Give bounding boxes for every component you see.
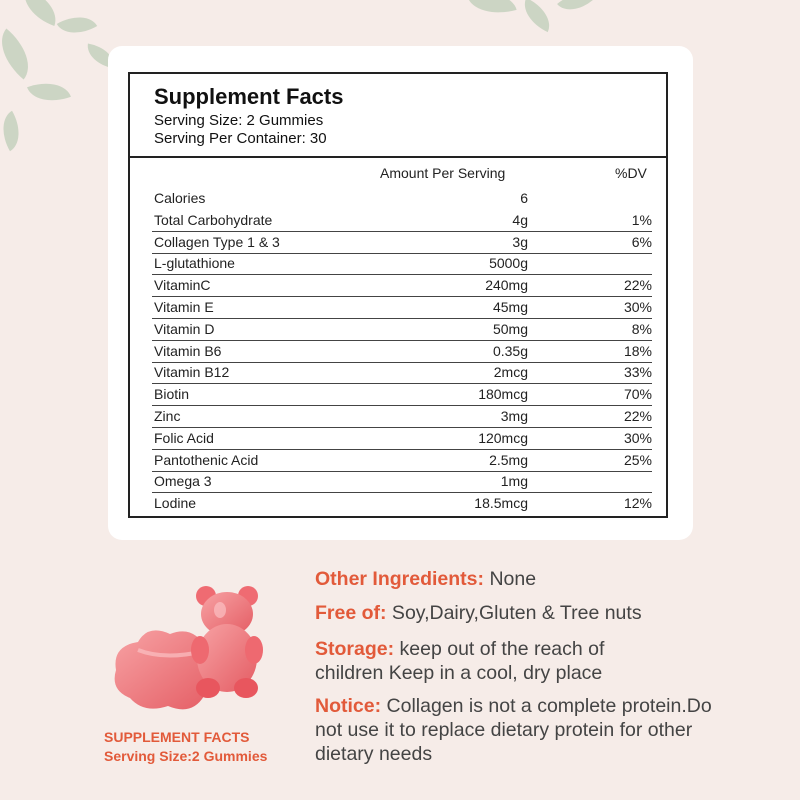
notice-label: Notice: — [315, 695, 382, 717]
amount-value: 45mg — [492, 299, 528, 315]
amount-value: 18.5mcg — [474, 495, 528, 512]
nutrient-name: Folic Acid — [154, 429, 214, 446]
amount-value: 180mcg — [478, 386, 528, 403]
nutrient-name: VitaminC — [154, 277, 211, 294]
supplement-facts-panel — [128, 72, 668, 518]
facts-header — [130, 74, 666, 158]
amount-value: 1mg — [500, 473, 528, 490]
other-ingredients-value: None — [484, 568, 537, 590]
amount-value: 3g — [512, 233, 528, 250]
table-row — [152, 253, 652, 275]
free-of — [315, 601, 785, 625]
table-row — [152, 450, 652, 472]
storage-label: Storage: — [315, 638, 395, 660]
dv-value: 22% — [623, 408, 652, 424]
table-row — [152, 341, 652, 363]
table-row — [152, 471, 652, 493]
nutrient-name: Vitamin E — [154, 299, 214, 315]
serving-size: Serving Size: 2 Gummies — [154, 112, 324, 129]
other-ingredients-label: Other Ingredients: — [315, 568, 485, 590]
servings-per-container: Serving Per Container: 30 — [154, 130, 327, 147]
amount-value: 240mg — [485, 277, 528, 294]
table-row — [152, 232, 652, 254]
nutrient-name: Zinc — [154, 408, 181, 424]
dv-value: 70% — [623, 386, 652, 403]
nutrient-name: Pantothenic Acid — [154, 451, 259, 468]
nutrient-name: Calories — [154, 190, 206, 206]
free-of-label: Free of: — [315, 602, 387, 624]
table-row — [152, 406, 652, 428]
table-row — [152, 275, 652, 297]
nutrient-name: Collagen Type 1 & 3 — [154, 233, 280, 250]
amount-value: 4g — [512, 211, 528, 228]
nutrient-name: Total Carbohydrate — [154, 211, 273, 228]
amount-value: 0.35g — [492, 342, 528, 359]
table-row — [152, 297, 652, 319]
amount-value: 2mcg — [493, 364, 528, 381]
amount-value: 5000g — [489, 255, 528, 272]
facts-title: Supplement Facts — [154, 84, 344, 109]
nutrient-name: Lodine — [154, 495, 197, 512]
free-of-value: Soy,Dairy,Gluten & Tree nuts — [386, 602, 642, 624]
caption-title: SUPPLEMENT FACTS — [104, 729, 250, 745]
storage-value: keep out of the reach of children Keep in a cool, dry place — [315, 638, 605, 684]
dv-value: 30% — [623, 429, 652, 446]
table-row — [152, 210, 652, 232]
nutrient-name: Vitamin D — [154, 320, 215, 337]
caption-serving-size: Serving Size:2 Gummies — [104, 748, 268, 764]
dv-column-header: %DV — [615, 165, 647, 181]
amount-value: 50mg — [492, 320, 528, 337]
notice — [315, 694, 715, 766]
table-row — [152, 493, 652, 514]
nutrient-name: Vitamin B12 — [154, 364, 230, 381]
notice-value: Collagen is not a complete protein.Do not use it to replace dietary protein for other dietary needs — [315, 695, 712, 765]
dv-value: 1% — [631, 211, 652, 228]
dv-value: 12% — [623, 495, 652, 512]
dv-value: 6% — [631, 233, 652, 250]
dv-value: 33% — [623, 364, 652, 381]
nutrient-name: Biotin — [154, 386, 190, 403]
table-row — [152, 428, 652, 450]
amount-value: 2.5mg — [489, 451, 528, 468]
amount-value: 6 — [520, 190, 528, 206]
nutrient-name: Vitamin B6 — [154, 342, 222, 359]
dv-value: 22% — [623, 277, 652, 294]
gummy-bear-icon — [108, 580, 283, 720]
amount-column-header: Amount Per Serving — [380, 165, 506, 181]
storage — [315, 637, 665, 685]
table-row — [152, 319, 652, 341]
dv-value: 8% — [631, 320, 652, 337]
nutrient-name: Omega 3 — [154, 473, 212, 490]
amount-value: 120mcg — [478, 429, 528, 446]
dv-value: 30% — [623, 299, 652, 315]
amount-value: 3mg — [500, 408, 528, 424]
other-ingredients — [315, 567, 785, 591]
nutrient-name: L-glutathione — [154, 255, 235, 272]
table-row — [152, 384, 652, 406]
dv-value: 25% — [623, 451, 652, 468]
table-row — [152, 362, 652, 384]
dv-value: 18% — [623, 342, 652, 359]
table-row — [152, 188, 652, 209]
